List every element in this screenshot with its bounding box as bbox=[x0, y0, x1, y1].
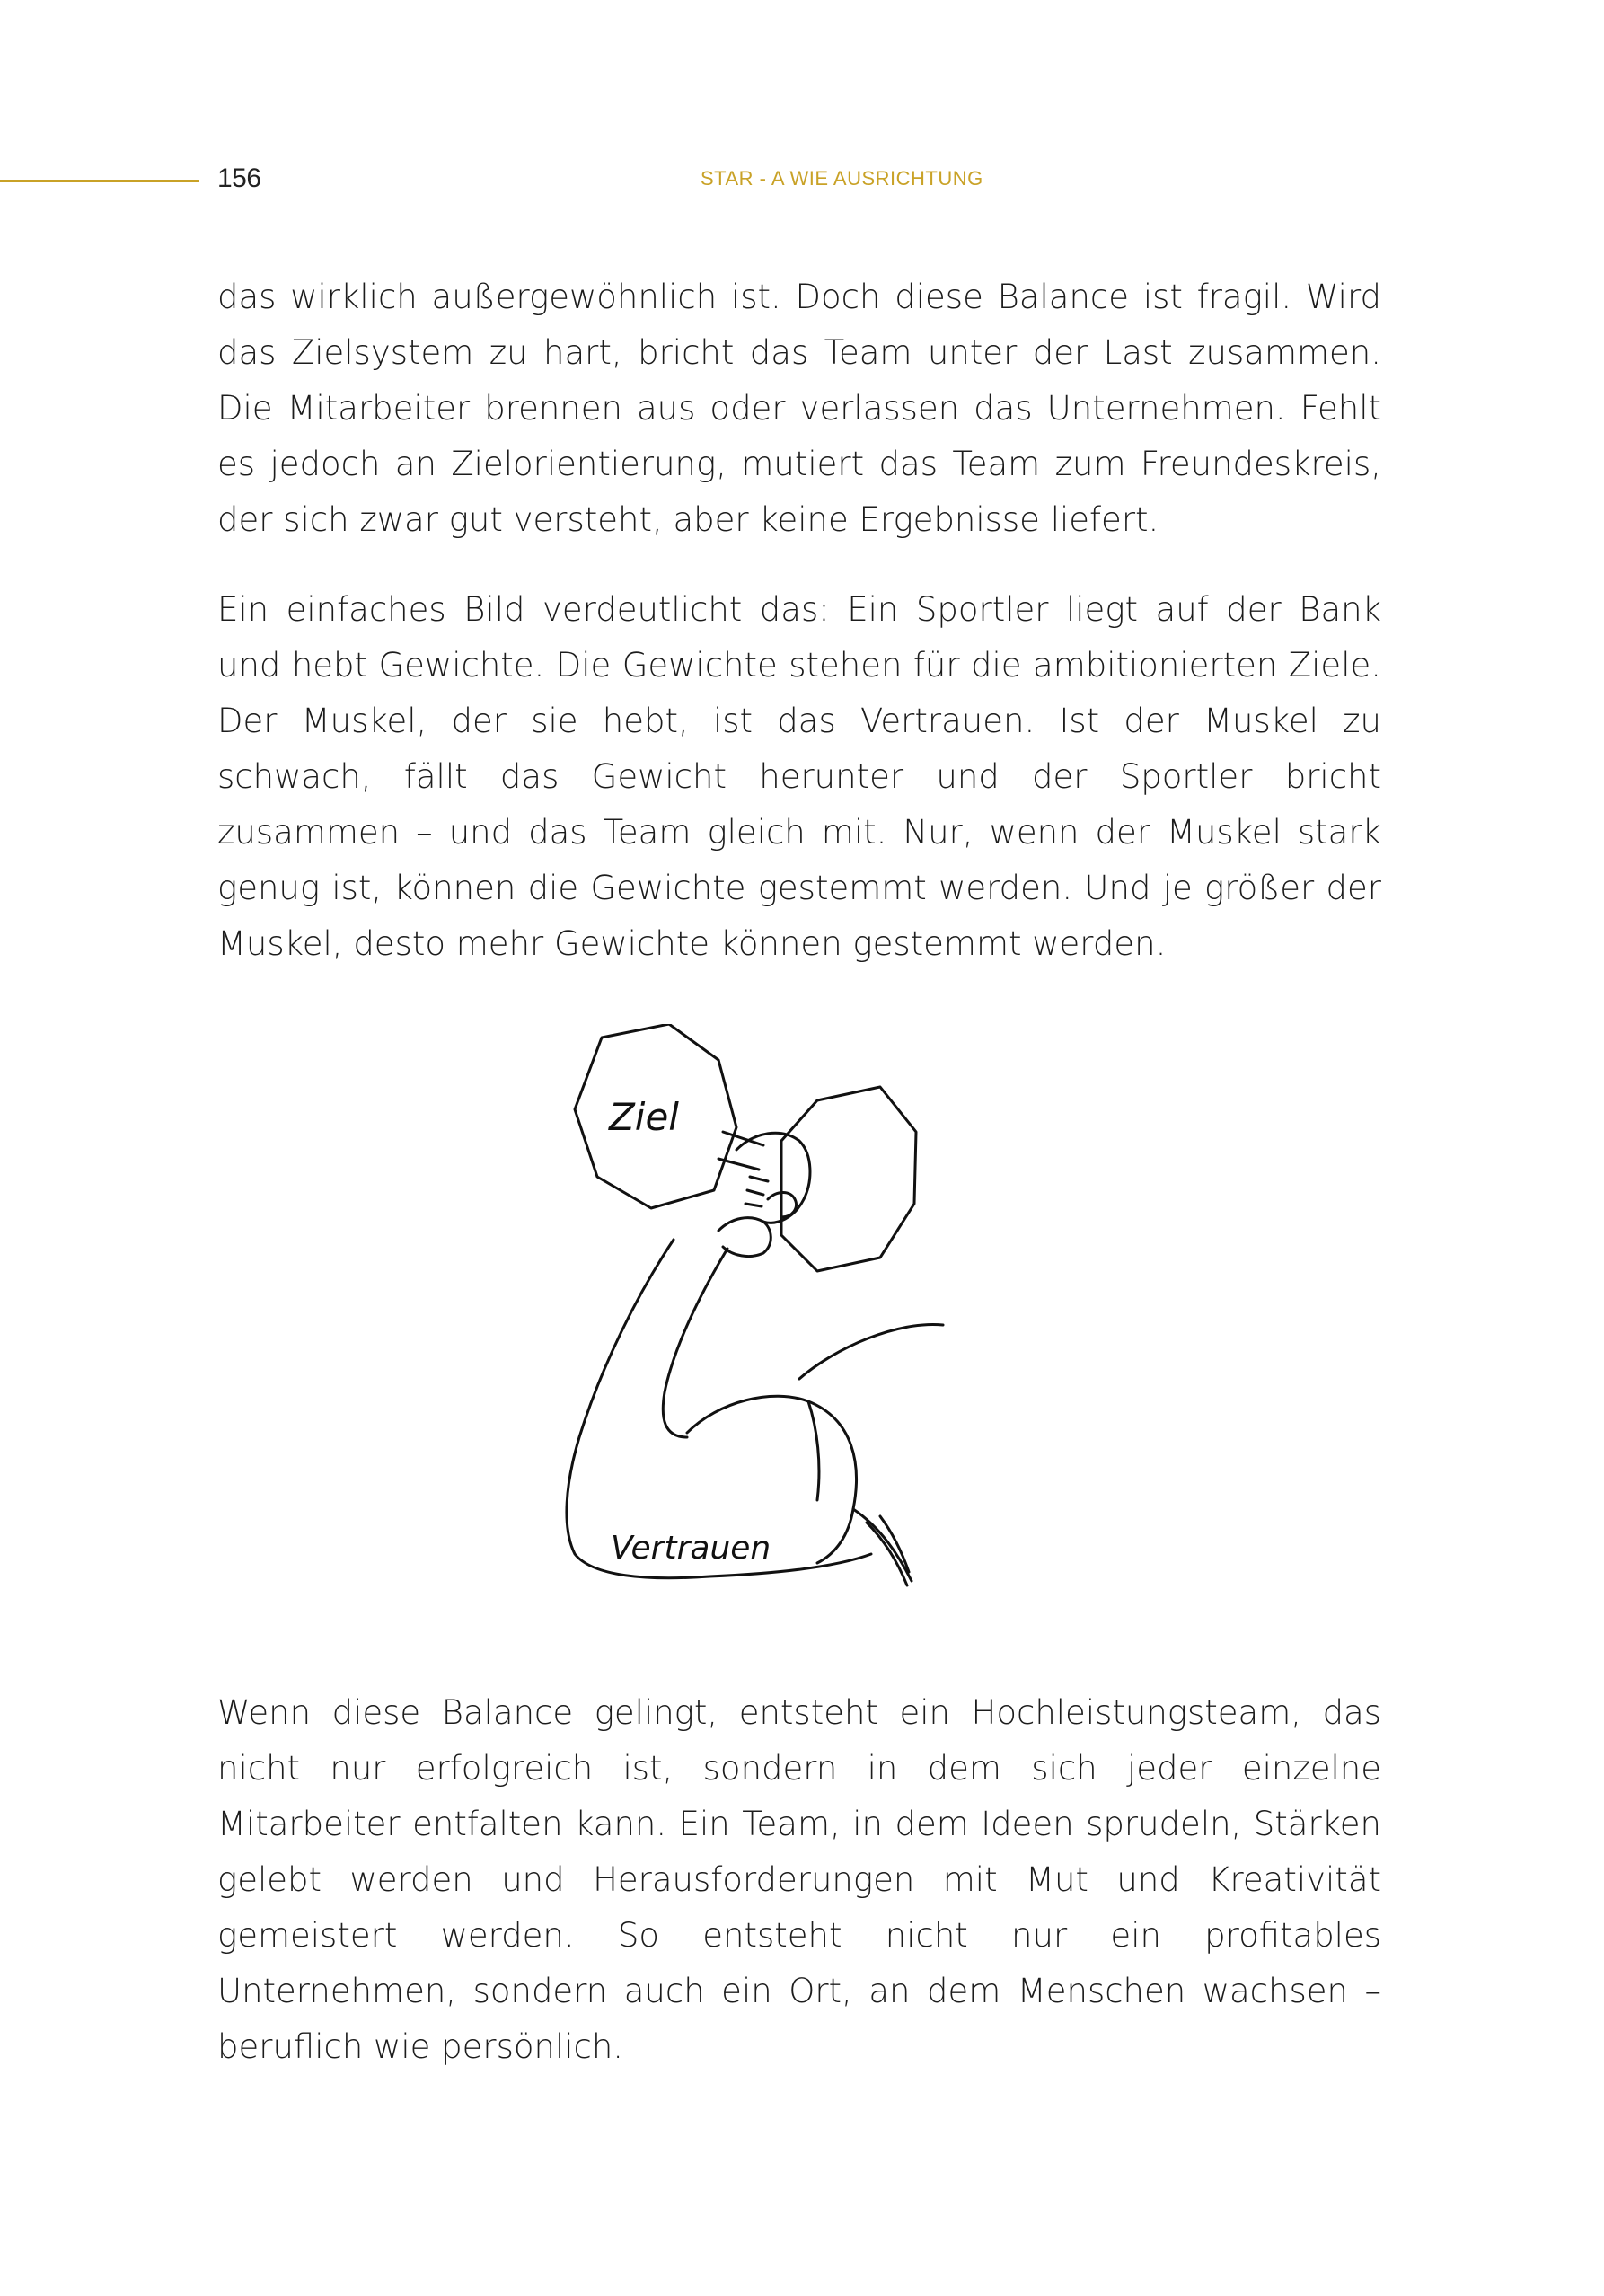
body-paragraph-2: Ein einfaches Bild verdeutlicht das: Ein Sportler liegt auf der Bank und hebt Gewichte. Die Gewichte stehen für die ambitionierten Ziele. Der Muskel, der sie hebt, ist das Vertrauen. Ist der Muskel zu schwach, fällt das Gewicht herunter und der Sportler bricht zusammen – und das Team gleich mit. Nur, wenn der Muskel stark genug ist, können die Gewichte gestemmt werden. Und je größer der Muskel, desto mehr Gewichte können gestemmt werden. bbox=[217, 590, 1381, 963]
running-header: STAR - A WIE AUSRICHTUNG bbox=[701, 167, 983, 190]
biceps-inner bbox=[808, 1401, 819, 1500]
flexed-arm-dumbbell-icon bbox=[539, 1024, 1042, 1599]
shoulder-line bbox=[799, 1324, 943, 1379]
body-paragraph-1: das wirklich außergewöhnlich ist. Doch diese Balance ist fragil. Wird das Zielsystem zu hart, bricht das Team unter der Last zusammen. Die Mitarbeiter brennen aus oder verlassen das Unternehmen. Fehlt es jedoch an Zielorientierung, mutiert das Team zum Freundeskreis, der sich zwar gut versteht, aber keine Ergebnisse liefert. bbox=[217, 278, 1381, 539]
weight-label: Ziel bbox=[609, 1095, 679, 1139]
dumbbell-back-plate bbox=[781, 1087, 916, 1271]
muscle-label: Vertrauen bbox=[611, 1530, 771, 1567]
wrist bbox=[718, 1218, 771, 1257]
header-rule bbox=[0, 180, 199, 182]
body-paragraph-3: Wenn diese Balance gelingt, entsteht ein Hochleistungsteam, das nicht nur erfolgreich ist, sondern in dem sich jeder einzelne Mitarbeiter entfalten kann. Ein Team, in dem Ideen sprudeln, Stärken gelebt werden und Herausforderungen mit Mut und Kreativität gemeistert werden. So entsteht nicht nur ein profitables Unternehmen, sondern auch ein Ort, an dem Menschen wachsen – beruflich wie persönlich. bbox=[217, 1693, 1381, 2066]
inner-arm-line bbox=[663, 1249, 727, 1437]
finger-lines bbox=[745, 1177, 768, 1206]
page-number: 156 bbox=[217, 163, 261, 193]
